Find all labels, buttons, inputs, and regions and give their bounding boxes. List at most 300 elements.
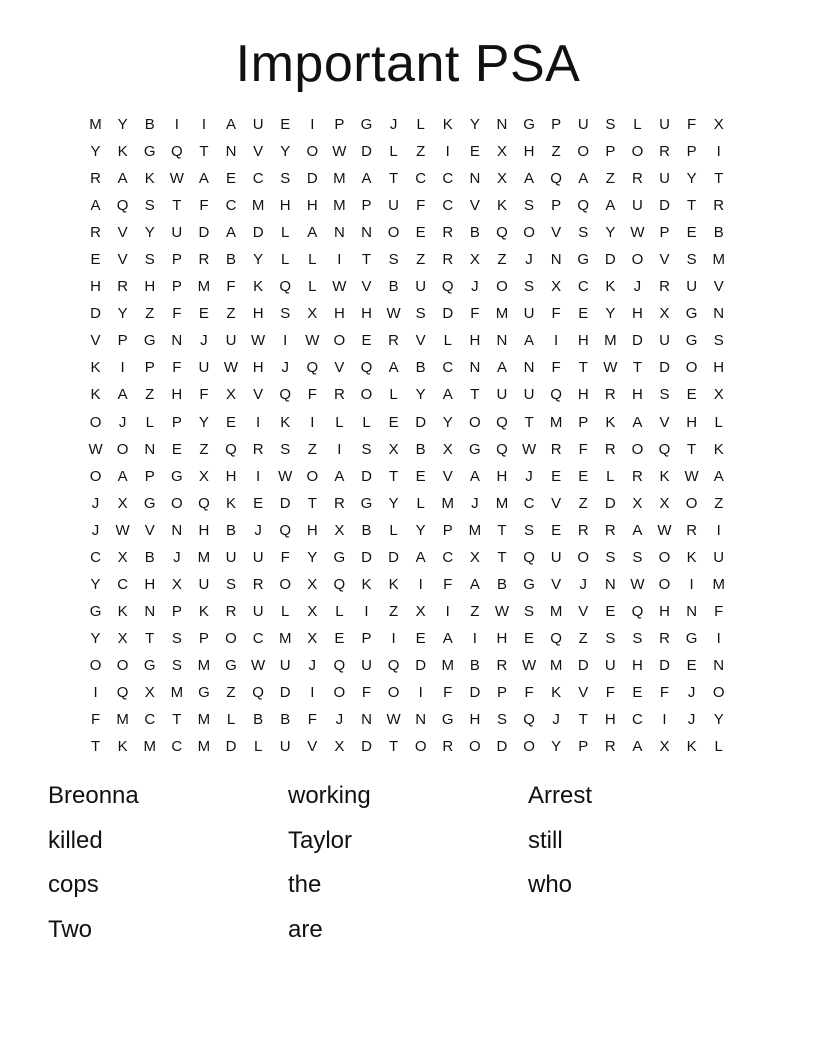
grid-letter[interactable]: O [658, 575, 671, 593]
grid-letter[interactable]: M [333, 197, 346, 215]
grid-letter[interactable]: W [386, 711, 401, 729]
grid-letter[interactable]: H [144, 575, 156, 593]
grid-letter[interactable]: I [445, 602, 450, 620]
grid-letter[interactable]: S [524, 197, 535, 215]
grid-letter[interactable]: M [333, 170, 346, 188]
grid-letter[interactable]: Y [117, 116, 128, 134]
grid-letter[interactable]: D [632, 332, 643, 350]
grid-letter[interactable]: Z [578, 629, 588, 647]
grid-letter[interactable]: Y [415, 521, 426, 539]
grid-letter[interactable]: A [496, 359, 507, 377]
grid-letter[interactable]: U [198, 359, 210, 377]
grid-letter[interactable]: I [337, 440, 342, 458]
grid-letter[interactable]: T [470, 386, 480, 404]
grid-letter[interactable]: Y [469, 116, 480, 134]
grid-letter[interactable]: N [469, 359, 481, 377]
grid-letter[interactable]: H [306, 521, 318, 539]
grid-letter[interactable]: J [471, 278, 479, 296]
grid-letter[interactable]: N [604, 575, 616, 593]
grid-letter[interactable]: I [174, 116, 179, 134]
grid-letter[interactable]: Q [631, 602, 644, 620]
grid-letter[interactable]: B [280, 711, 291, 729]
grid-letter[interactable]: E [632, 684, 643, 701]
grid-letter[interactable]: P [334, 116, 345, 134]
grid-letter[interactable]: S [524, 521, 535, 539]
grid-letter[interactable]: H [198, 521, 210, 539]
grid-letter[interactable]: P [144, 359, 155, 377]
grid-letter[interactable]: A [578, 170, 589, 188]
grid-letter[interactable]: A [605, 197, 616, 215]
grid-letter[interactable]: I [364, 602, 369, 620]
grid-letter[interactable]: J [281, 359, 289, 377]
grid-letter[interactable]: Y [253, 251, 264, 269]
grid-letter[interactable]: X [659, 494, 670, 512]
grid-letter[interactable]: R [659, 143, 670, 161]
grid-letter[interactable]: I [472, 629, 477, 647]
grid-letter[interactable]: K [686, 548, 697, 566]
grid-letter[interactable]: O [631, 440, 644, 458]
grid-letter[interactable]: A [388, 359, 399, 377]
grid-letter[interactable]: K [144, 170, 155, 188]
grid-letter[interactable]: M [549, 656, 563, 674]
grid-letter[interactable]: M [143, 738, 156, 756]
grid-letter[interactable]: X [713, 116, 724, 134]
grid-letter[interactable]: V [469, 197, 480, 215]
grid-letter[interactable]: I [716, 143, 721, 161]
grid-letter[interactable]: E [524, 629, 535, 647]
grid-letter[interactable]: V [361, 278, 372, 296]
grid-letter[interactable]: T [687, 197, 697, 215]
grid-letter[interactable]: V [117, 224, 128, 242]
grid-letter[interactable]: T [145, 629, 155, 647]
grid-letter[interactable]: J [633, 278, 642, 296]
grid-letter[interactable]: U [415, 278, 427, 296]
grid-letter[interactable]: X [388, 440, 399, 458]
grid-letter[interactable]: O [89, 656, 102, 674]
grid-letter[interactable]: J [525, 467, 533, 485]
grid-letter[interactable]: R [686, 521, 698, 539]
grid-letter[interactable]: N [333, 224, 345, 242]
grid-letter[interactable]: D [659, 656, 670, 674]
grid-letter[interactable]: X [117, 548, 128, 566]
grid-letter[interactable]: E [198, 305, 209, 323]
grid-letter[interactable]: O [414, 738, 427, 756]
grid-letter[interactable]: P [361, 629, 372, 647]
grid-letter[interactable]: V [551, 224, 562, 242]
grid-letter[interactable]: N [361, 224, 372, 242]
grid-letter[interactable]: C [252, 170, 264, 188]
grid-letter[interactable]: J [118, 413, 127, 431]
grid-letter[interactable]: V [442, 467, 453, 485]
grid-letter[interactable]: G [577, 251, 590, 269]
grid-letter[interactable]: F [605, 684, 615, 701]
grid-letter[interactable]: Y [686, 170, 697, 188]
grid-letter[interactable]: X [198, 467, 209, 485]
grid-letter[interactable]: E [361, 332, 372, 350]
grid-letter[interactable]: L [443, 332, 452, 350]
grid-letter[interactable]: M [197, 738, 211, 756]
grid-letter[interactable]: H [469, 332, 481, 350]
grid-letter[interactable]: S [659, 386, 670, 404]
grid-letter[interactable]: O [658, 548, 671, 566]
grid-letter[interactable]: U [198, 575, 210, 593]
grid-letter[interactable]: Z [416, 143, 426, 161]
grid-letter[interactable]: P [171, 602, 182, 620]
grid-letter[interactable]: Q [523, 548, 535, 566]
grid-letter[interactable]: X [659, 305, 670, 323]
grid-letter[interactable]: M [468, 521, 482, 539]
grid-letter[interactable]: L [253, 738, 263, 756]
grid-letter[interactable]: M [197, 711, 211, 729]
grid-letter[interactable]: Q [116, 684, 129, 701]
grid-letter[interactable]: E [469, 143, 480, 161]
grid-letter[interactable]: X [307, 602, 318, 620]
grid-letter[interactable]: B [253, 711, 264, 729]
grid-letter[interactable]: V [144, 521, 155, 539]
grid-letter[interactable]: A [90, 197, 101, 215]
grid-letter[interactable]: F [659, 684, 670, 701]
grid-letter[interactable]: U [686, 278, 698, 296]
grid-letter[interactable]: J [173, 548, 181, 566]
grid-letter[interactable]: W [169, 170, 184, 188]
grid-letter[interactable]: Y [144, 224, 155, 242]
grid-letter[interactable]: R [577, 521, 589, 539]
grid-letter[interactable]: H [496, 629, 508, 647]
grid-letter[interactable]: W [332, 143, 347, 161]
grid-letter[interactable]: K [280, 413, 291, 431]
grid-letter[interactable]: D [279, 494, 291, 512]
grid-letter[interactable]: K [90, 386, 101, 404]
grid-letter[interactable]: T [361, 251, 372, 269]
grid-letter[interactable]: O [387, 224, 400, 242]
grid-letter[interactable]: R [90, 224, 101, 242]
grid-letter[interactable]: O [360, 386, 373, 404]
grid-letter[interactable]: H [252, 359, 264, 377]
grid-letter[interactable]: Q [387, 656, 400, 674]
grid-letter[interactable]: D [361, 738, 372, 756]
grid-letter[interactable]: H [577, 332, 589, 350]
grid-letter[interactable]: E [415, 467, 426, 485]
grid-letter[interactable]: K [226, 494, 237, 512]
grid-letter[interactable]: C [144, 711, 156, 729]
grid-letter[interactable]: Q [577, 197, 590, 215]
grid-letter[interactable]: Y [280, 143, 291, 161]
grid-letter[interactable]: K [117, 143, 128, 161]
grid-letter[interactable]: G [685, 629, 698, 647]
grid-letter[interactable]: V [551, 494, 562, 512]
grid-letter[interactable]: U [225, 332, 237, 350]
grid-letter[interactable]: Q [550, 170, 562, 188]
grid-letter[interactable]: H [361, 305, 372, 323]
grid-letter[interactable]: I [689, 575, 694, 593]
grid-letter[interactable]: Q [550, 386, 562, 404]
grid-letter[interactable]: Y [90, 143, 101, 161]
grid-letter[interactable]: D [361, 548, 372, 566]
grid-letter[interactable]: X [334, 738, 345, 756]
grid-letter[interactable]: Q [360, 359, 373, 377]
grid-letter[interactable]: R [604, 440, 616, 458]
grid-letter[interactable]: W [657, 521, 672, 539]
grid-letter[interactable]: S [605, 116, 616, 134]
grid-letter[interactable]: Q [550, 629, 562, 647]
grid-letter[interactable]: S [496, 711, 507, 729]
grid-letter[interactable]: R [604, 386, 616, 404]
grid-letter[interactable]: E [578, 467, 589, 485]
grid-letter[interactable]: S [605, 548, 616, 566]
grid-letter[interactable]: R [225, 602, 237, 620]
grid-letter[interactable]: S [605, 629, 616, 647]
grid-letter[interactable]: J [91, 494, 100, 512]
grid-letter[interactable]: O [577, 143, 590, 161]
grid-letter[interactable]: Y [713, 711, 724, 729]
grid-letter[interactable]: F [307, 711, 317, 729]
grid-letter[interactable]: C [415, 170, 427, 188]
grid-letter[interactable]: Y [415, 386, 426, 404]
grid-letter[interactable]: J [687, 711, 696, 729]
grid-letter[interactable]: M [251, 197, 265, 215]
grid-letter[interactable]: S [686, 251, 697, 269]
grid-letter[interactable]: T [172, 197, 182, 215]
grid-letter[interactable]: P [659, 224, 670, 242]
grid-letter[interactable]: H [90, 278, 101, 296]
grid-letter[interactable]: P [117, 332, 128, 350]
grid-letter[interactable]: V [551, 575, 562, 593]
grid-letter[interactable]: D [225, 738, 237, 756]
grid-letter[interactable]: T [497, 521, 507, 539]
grid-letter[interactable]: C [632, 711, 643, 729]
grid-letter[interactable]: M [549, 602, 563, 620]
grid-letter[interactable]: L [308, 251, 317, 269]
grid-letter[interactable]: Z [497, 251, 507, 269]
grid-letter[interactable]: I [93, 684, 98, 701]
grid-letter[interactable]: D [279, 684, 291, 701]
grid-letter[interactable]: X [469, 251, 480, 269]
grid-letter[interactable]: K [442, 116, 453, 134]
grid-letter[interactable]: X [469, 548, 480, 566]
grid-letter[interactable]: D [361, 467, 372, 485]
grid-letter[interactable]: Q [333, 656, 346, 674]
grid-letter[interactable]: T [90, 738, 101, 756]
grid-letter[interactable]: I [201, 116, 206, 134]
grid-letter[interactable]: O [306, 467, 319, 485]
grid-letter[interactable]: K [117, 602, 128, 620]
grid-letter[interactable]: K [496, 197, 507, 215]
grid-letter[interactable]: A [632, 413, 643, 431]
grid-letter[interactable]: S [144, 197, 155, 215]
grid-letter[interactable]: N [144, 602, 156, 620]
grid-letter[interactable]: Q [306, 359, 319, 377]
grid-letter[interactable]: S [171, 629, 182, 647]
grid-letter[interactable]: N [523, 359, 535, 377]
grid-letter[interactable]: Q [496, 224, 508, 242]
grid-letter[interactable]: O [496, 278, 508, 296]
grid-letter[interactable]: Y [117, 305, 128, 323]
grid-letter[interactable]: G [143, 656, 156, 674]
grid-letter[interactable]: N [171, 521, 183, 539]
grid-letter[interactable]: R [604, 738, 616, 756]
grid-letter[interactable]: M [441, 494, 455, 512]
grid-letter[interactable]: E [686, 224, 697, 242]
grid-letter[interactable]: M [549, 413, 563, 431]
grid-letter[interactable]: Y [90, 575, 101, 593]
grid-letter[interactable]: L [416, 494, 425, 512]
grid-letter[interactable]: C [225, 197, 237, 215]
grid-letter[interactable]: C [90, 548, 101, 566]
grid-letter[interactable]: K [605, 413, 616, 431]
grid-letter[interactable]: U [523, 305, 535, 323]
grid-letter[interactable]: E [415, 224, 426, 242]
grid-letter[interactable]: L [281, 251, 290, 269]
grid-letter[interactable]: L [389, 143, 398, 161]
grid-letter[interactable]: X [307, 629, 318, 647]
grid-letter[interactable]: K [686, 738, 697, 756]
grid-letter[interactable]: B [469, 656, 480, 674]
grid-letter[interactable]: L [416, 116, 425, 134]
grid-letter[interactable]: M [495, 305, 509, 323]
grid-letter[interactable]: O [116, 440, 129, 458]
grid-letter[interactable]: C [252, 629, 264, 647]
grid-letter[interactable]: W [630, 224, 645, 242]
grid-letter[interactable]: I [337, 251, 342, 269]
grid-letter[interactable]: E [253, 494, 264, 512]
grid-letter[interactable]: O [387, 684, 400, 701]
grid-letter[interactable]: M [441, 656, 455, 674]
grid-letter[interactable]: R [442, 251, 454, 269]
grid-letter[interactable]: Q [252, 684, 264, 701]
grid-letter[interactable]: P [361, 197, 372, 215]
grid-letter[interactable]: Z [551, 143, 561, 161]
grid-letter[interactable]: Z [605, 170, 615, 188]
grid-letter[interactable]: N [144, 440, 156, 458]
grid-letter[interactable]: H [252, 305, 264, 323]
grid-letter[interactable]: J [200, 332, 208, 350]
grid-letter[interactable]: O [523, 224, 535, 242]
grid-letter[interactable]: B [469, 224, 480, 242]
grid-letter[interactable]: A [524, 170, 535, 188]
grid-letter[interactable]: M [170, 684, 184, 701]
grid-letter[interactable]: J [552, 711, 560, 729]
grid-letter[interactable]: A [226, 116, 237, 134]
grid-letter[interactable]: W [278, 467, 293, 485]
grid-letter[interactable]: G [523, 575, 535, 593]
grid-letter[interactable]: D [469, 684, 481, 701]
grid-letter[interactable]: Q [441, 278, 454, 296]
grid-letter[interactable]: R [659, 629, 670, 647]
grid-letter[interactable]: U [388, 197, 399, 215]
grid-letter[interactable]: Q [225, 440, 237, 458]
grid-letter[interactable]: G [360, 116, 373, 134]
grid-letter[interactable]: A [632, 521, 643, 539]
grid-letter[interactable]: N [496, 116, 508, 134]
grid-letter[interactable]: F [90, 711, 101, 729]
grid-letter[interactable]: U [496, 386, 508, 404]
grid-letter[interactable]: S [578, 224, 589, 242]
grid-letter[interactable]: R [388, 332, 399, 350]
grid-letter[interactable]: L [362, 413, 371, 431]
grid-letter[interactable]: S [280, 305, 291, 323]
grid-letter[interactable]: V [659, 251, 670, 269]
grid-letter[interactable]: A [198, 170, 209, 188]
grid-letter[interactable]: L [308, 278, 317, 296]
grid-letter[interactable]: C [577, 278, 589, 296]
grid-letter[interactable]: A [469, 467, 480, 485]
grid-letter[interactable]: G [170, 467, 183, 485]
grid-letter[interactable]: S [713, 332, 724, 350]
grid-letter[interactable]: W [88, 440, 103, 458]
grid-letter[interactable]: X [551, 278, 562, 296]
grid-letter[interactable]: P [496, 684, 507, 701]
grid-letter[interactable]: B [415, 440, 426, 458]
grid-letter[interactable]: I [256, 467, 261, 485]
grid-letter[interactable]: U [632, 197, 643, 215]
grid-letter[interactable]: J [687, 684, 696, 701]
grid-letter[interactable]: A [226, 224, 237, 242]
grid-letter[interactable]: E [551, 467, 562, 485]
grid-letter[interactable]: Q [496, 413, 508, 431]
grid-letter[interactable]: A [713, 467, 724, 485]
grid-letter[interactable]: K [388, 575, 399, 593]
grid-letter[interactable]: U [577, 116, 589, 134]
grid-letter[interactable]: U [252, 548, 264, 566]
grid-letter[interactable]: D [496, 738, 508, 756]
grid-letter[interactable]: E [226, 170, 237, 188]
grid-letter[interactable]: S [415, 305, 426, 323]
grid-letter[interactable]: L [226, 711, 236, 729]
grid-letter[interactable]: R [659, 278, 670, 296]
grid-letter[interactable]: F [199, 386, 209, 404]
grid-letter[interactable]: E [280, 116, 291, 134]
grid-letter[interactable]: X [307, 575, 318, 593]
grid-letter[interactable]: G [685, 332, 698, 350]
grid-letter[interactable]: P [171, 413, 182, 431]
grid-letter[interactable]: V [253, 386, 264, 404]
grid-letter[interactable]: H [713, 359, 725, 377]
grid-letter[interactable]: T [578, 359, 588, 377]
grid-letter[interactable]: L [335, 413, 344, 431]
grid-letter[interactable]: M [278, 629, 292, 647]
grid-letter[interactable]: K [361, 575, 372, 593]
grid-letter[interactable]: K [551, 684, 562, 701]
grid-letter[interactable]: O [89, 467, 102, 485]
grid-letter[interactable]: U [279, 656, 291, 674]
grid-letter[interactable]: S [280, 440, 291, 458]
grid-letter[interactable]: T [578, 711, 588, 729]
grid-letter[interactable]: G [89, 602, 102, 620]
grid-letter[interactable]: I [716, 629, 721, 647]
grid-letter[interactable]: U [171, 224, 183, 242]
grid-letter[interactable]: O [712, 684, 725, 701]
grid-letter[interactable]: X [334, 521, 345, 539]
grid-letter[interactable]: C [117, 575, 129, 593]
grid-letter[interactable]: B [226, 251, 237, 269]
grid-letter[interactable]: I [256, 413, 261, 431]
grid-letter[interactable]: D [659, 197, 670, 215]
grid-letter[interactable]: D [306, 170, 318, 188]
grid-letter[interactable]: N [225, 143, 237, 161]
grid-letter[interactable]: J [579, 575, 587, 593]
grid-letter[interactable]: H [632, 656, 643, 674]
grid-letter[interactable]: F [280, 548, 290, 566]
grid-letter[interactable]: Q [170, 143, 183, 161]
grid-letter[interactable]: L [281, 224, 290, 242]
grid-letter[interactable]: D [388, 548, 399, 566]
grid-letter[interactable]: T [172, 711, 182, 729]
grid-letter[interactable]: V [90, 332, 101, 350]
grid-letter[interactable]: V [713, 278, 724, 296]
grid-letter[interactable]: F [172, 359, 182, 377]
grid-letter[interactable]: H [632, 386, 643, 404]
grid-letter[interactable]: F [714, 602, 724, 620]
